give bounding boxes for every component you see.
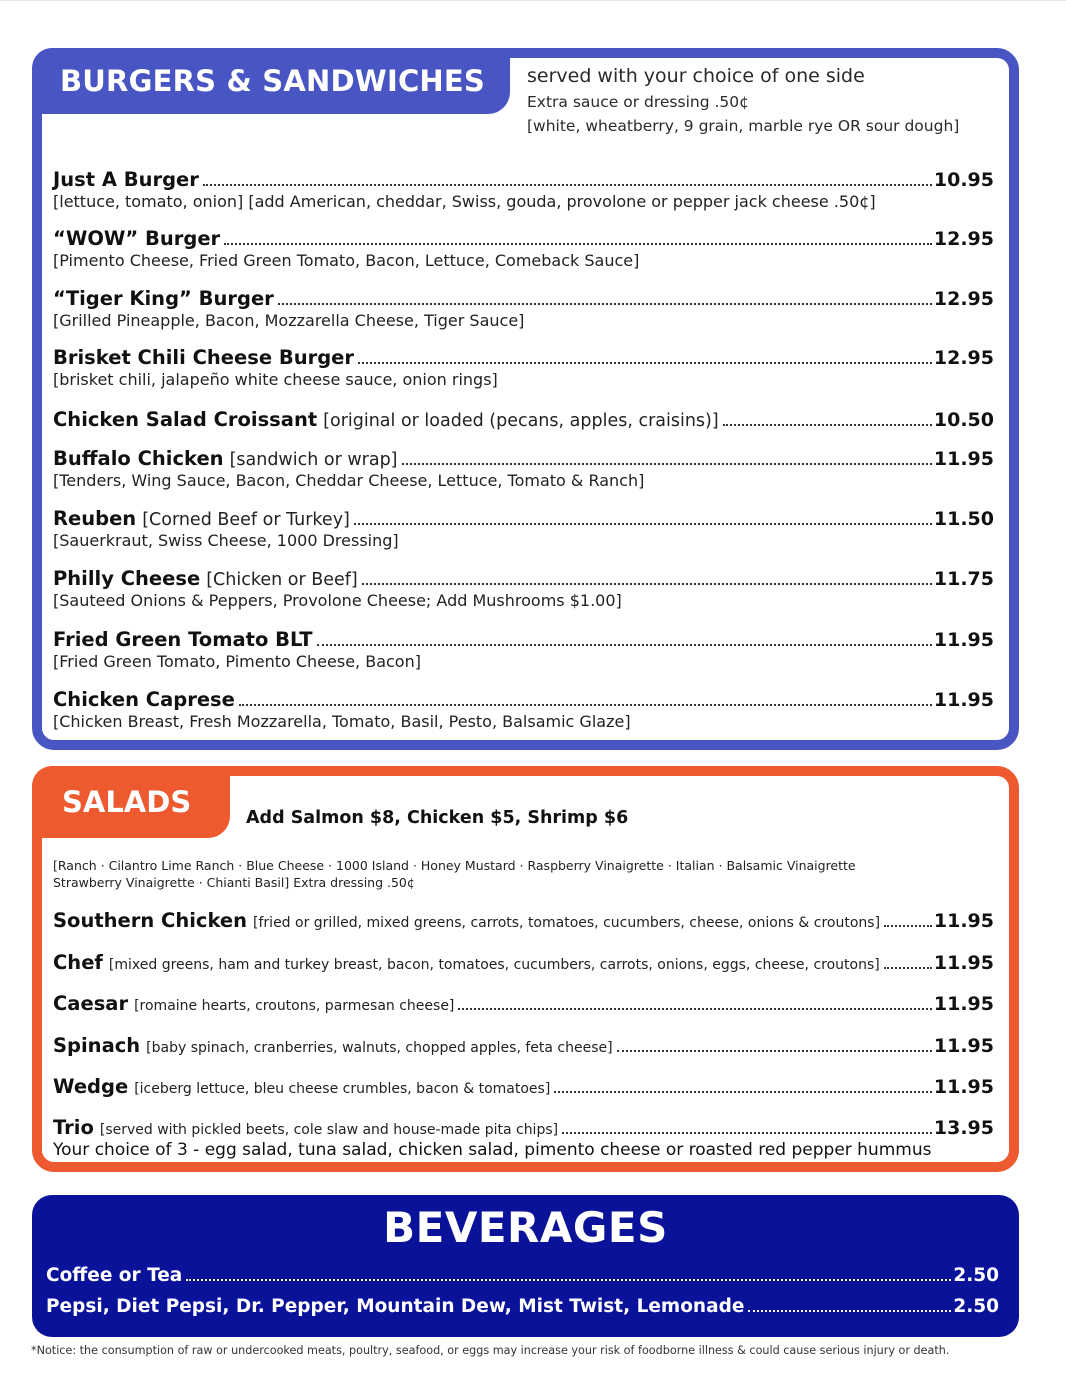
item-name: Trio [53, 1116, 94, 1139]
item-name: Chicken Caprese [53, 688, 235, 711]
item-price: 13.95 [933, 1117, 994, 1139]
item-options: [fried or grilled, mixed greens, carrots, tomatoes, cucumbers, cheese, onions & croutons] [253, 915, 881, 931]
menu-item [53, 447, 994, 491]
menu-item [53, 1116, 994, 1160]
burgers-sandwiches-section [32, 48, 1019, 750]
item-name: Wedge [53, 1075, 129, 1098]
item-options: [Chicken or Beef] [206, 570, 358, 590]
item-description: [lettuce, tomato, onion] [add American, cheddar, Swiss, gouda, provolone or pepper jack cheese .50¢] [53, 192, 876, 211]
food-safety-notice: *Notice: the consumption of raw or undercooked meats, poultry, seafood, or eggs may increase your risk of foodborne illness & could cause serious injury or death. [31, 1344, 950, 1357]
item-price: 11.95 [933, 993, 994, 1015]
item-description: [Pimento Cheese, Fried Green Tomato, Bacon, Lettuce, Comeback Sauce] [53, 251, 640, 270]
leader-dots [617, 1050, 932, 1052]
menu-item [53, 1034, 994, 1057]
item-name: Philly Cheese [53, 567, 201, 590]
menu-item [53, 992, 994, 1015]
dressing-options [53, 857, 856, 891]
leader-dots [884, 925, 932, 927]
item-price: 10.50 [933, 409, 994, 431]
item-options: [mixed greens, ham and turkey breast, bacon, tomatoes, cucumbers, carrots, onions, eggs, cheese, croutons] [108, 957, 880, 973]
leader-dots [723, 424, 932, 426]
item-name: Spinach [53, 1034, 141, 1057]
dressing-line: [Ranch · Cilantro Lime Ranch · Blue Cheese · 1000 Island · Honey Mustard · Raspberry Vinaigrette · Italian · Balsamic Vinaigrette [53, 858, 856, 873]
beverages-section-title: BEVERAGES [383, 1203, 668, 1252]
beverage-item [46, 1296, 999, 1317]
burgers-section-title: BURGERS & SANDWICHES [32, 48, 510, 114]
item-description: [Sauteed Onions & Peppers, Provolone Cheese; Add Mushrooms $1.00] [53, 591, 622, 610]
item-price: 11.95 [933, 1035, 994, 1057]
beverage-item [46, 1265, 999, 1286]
salads-section-title: SALADS [32, 766, 230, 838]
item-price: 11.95 [933, 689, 994, 711]
leader-dots [278, 303, 932, 305]
burgers-notes [527, 62, 959, 138]
item-description: [Fried Green Tomato, Pimento Cheese, Bacon] [53, 652, 421, 671]
item-name: Brisket Chili Cheese Burger [53, 346, 355, 369]
item-description: [Tenders, Wing Sauce, Bacon, Cheddar Cheese, Lettuce, Tomato & Ranch] [53, 471, 645, 490]
trio-choice: Your choice of 3 - egg salad, tuna salad, chicken salad, pimento cheese or roasted red pepper hummus [53, 1140, 932, 1160]
item-price: 11.95 [933, 952, 994, 974]
salads-section [32, 766, 1019, 1172]
item-name: Buffalo Chicken [53, 447, 224, 470]
menu-item [53, 688, 994, 732]
item-options: [romaine hearts, croutons, parmesan cheese] [134, 998, 455, 1014]
item-options: [baby spinach, cranberries, walnuts, chopped apples, feta cheese] [146, 1040, 613, 1056]
menu-item [53, 408, 994, 431]
item-name: Chef [53, 951, 103, 974]
menu-item [53, 1075, 994, 1098]
leader-dots [554, 1091, 932, 1093]
leader-dots [362, 583, 932, 585]
item-price: 11.95 [933, 448, 994, 470]
item-name: Coffee or Tea [46, 1265, 183, 1286]
item-price: 11.75 [933, 568, 994, 590]
leader-dots [748, 1310, 951, 1312]
leader-dots [354, 523, 932, 525]
item-price: 12.95 [933, 288, 994, 310]
item-description: [Chicken Breast, Fresh Mozzarella, Tomato, Basil, Pesto, Balsamic Glaze] [53, 712, 631, 731]
leader-dots [358, 362, 932, 364]
item-description: [brisket chili, jalapeño white cheese sauce, onion rings] [53, 370, 498, 389]
dressing-line: Strawberry Vinaigrette · Chianti Basil] Extra dressing .50¢ [53, 875, 415, 890]
leader-dots [402, 463, 932, 465]
item-name: “Tiger King” Burger [53, 287, 274, 310]
item-options: [sandwich or wrap] [229, 450, 398, 470]
item-description: [Grilled Pineapple, Bacon, Mozzarella Cheese, Tiger Sauce] [53, 311, 525, 330]
item-name: Just A Burger [53, 168, 199, 191]
item-price: 12.95 [933, 347, 994, 369]
item-options: [original or loaded (pecans, apples, craisins)] [323, 411, 719, 431]
menu-item [53, 628, 994, 672]
menu-item [53, 168, 994, 212]
item-name: Fried Green Tomato BLT [53, 628, 313, 651]
leader-dots [562, 1132, 932, 1134]
menu-item [53, 909, 994, 932]
side-note: served with your choice of one side [527, 65, 865, 87]
menu-item [53, 227, 994, 271]
item-price: 11.50 [933, 508, 994, 530]
item-name: “WOW” Burger [53, 227, 221, 250]
menu-item [53, 287, 994, 331]
item-name: Southern Chicken [53, 909, 248, 932]
menu-item [53, 507, 994, 551]
item-name: Pepsi, Diet Pepsi, Dr. Pepper, Mountain Dew, Mist Twist, Lemonade [46, 1296, 745, 1317]
item-name: Chicken Salad Croissant [53, 408, 318, 431]
leader-dots [317, 644, 932, 646]
item-name: Caesar [53, 992, 129, 1015]
item-price: 11.95 [933, 629, 994, 651]
item-price: 10.95 [933, 169, 994, 191]
leader-dots [224, 243, 932, 245]
sauce-note: Extra sauce or dressing .50¢ [527, 93, 749, 111]
top-divider [0, 0, 1066, 1]
menu-item [53, 951, 994, 974]
item-options: [served with pickled beets, cole slaw and house-made pita chips] [99, 1122, 559, 1138]
item-options: [iceberg lettuce, bleu cheese crumbles, bacon & tomatoes] [134, 1081, 551, 1097]
protein-add-ons: Add Salmon $8, Chicken $5, Shrimp $6 [246, 808, 629, 828]
item-price: 11.95 [933, 1076, 994, 1098]
beverages-section [32, 1195, 1019, 1337]
menu-item [53, 567, 994, 611]
leader-dots [186, 1279, 951, 1281]
leader-dots [458, 1008, 931, 1010]
leader-dots [239, 704, 932, 706]
bread-note: [white, wheatberry, 9 grain, marble rye OR sour dough] [527, 117, 960, 135]
item-price: 2.50 [953, 1265, 999, 1286]
menu-item [53, 346, 994, 390]
item-description: [Sauerkraut, Swiss Cheese, 1000 Dressing] [53, 531, 399, 550]
item-price: 11.95 [933, 910, 994, 932]
item-price: 12.95 [933, 228, 994, 250]
leader-dots [884, 967, 932, 969]
item-price: 2.50 [953, 1296, 999, 1317]
item-name: Reuben [53, 507, 137, 530]
leader-dots [203, 184, 932, 186]
item-options: [Corned Beef or Turkey] [142, 510, 350, 530]
